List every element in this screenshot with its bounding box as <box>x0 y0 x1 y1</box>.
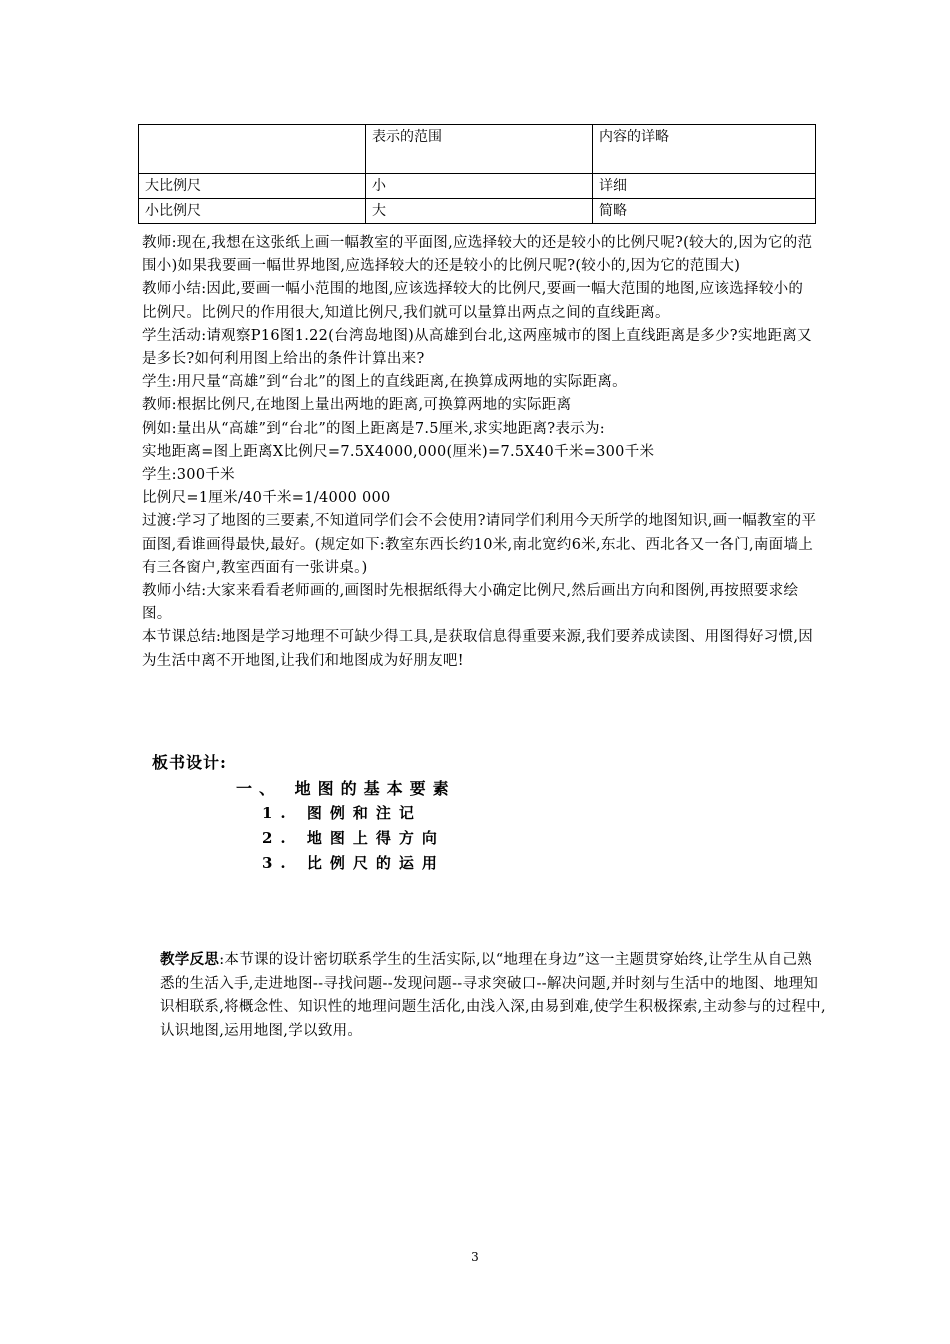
paragraph: 比例尺=1厘米/40千米=1/4000 000 <box>142 490 391 507</box>
lesson-body <box>142 232 818 673</box>
board-design-title: 板书设计: <box>152 753 227 772</box>
table-cell: 小 <box>366 174 593 199</box>
table-cell: 简略 <box>593 199 816 224</box>
table-row <box>139 174 816 199</box>
paragraph: 本节课总结:地图是学习地理不可缺少得工具,是获取信息得重要来源,我们要养成读图、用图得好习惯,因为生活中离不开地图,让我们和地图成为好朋友吧! <box>142 629 814 669</box>
board-item: 1. 图例和注记 <box>262 804 422 822</box>
table-cell: 详细 <box>593 174 816 199</box>
reflection-label: 教学反思 <box>160 951 220 968</box>
paragraph: 例如:量出从“高雄”到“台北”的图上距离是7.5厘米,求实地距离?表示为: <box>142 420 605 437</box>
paragraph: 教师小结:大家来看看老师画的,画图时先根据纸得大小确定比例尺,然后画出方向和图例,再按照要求绘图。 <box>142 583 799 623</box>
table-header-cell <box>139 125 366 174</box>
page-number: 3 <box>471 1250 479 1264</box>
table-header-row <box>139 125 816 174</box>
table-header-cell: 内容的详略 <box>593 125 816 174</box>
scale-comparison-table <box>138 124 816 224</box>
paragraph: 学生:用尺量“高雄”到“台北”的图上的直线距离,在换算成两地的实际距离。 <box>142 374 627 391</box>
paragraph: 实地距离=图上距离X比例尺=7.5X4000,000(厘米)=7.5X40千米=300千米 <box>142 443 655 460</box>
paragraph: 过渡:学习了地图的三要素,不知道同学们会不会使用?请同学们利用今天所学的地图知识,画一幅教室的平面图,看谁画得最快,最好。(规定如下:教室东西长约10米,南北宽约6米,东北、西北各又一各门,南面墙上有三各窗户,教室西面有一张讲桌。) <box>142 513 817 576</box>
paragraph: 学生活动:请观察P16图1.22(台湾岛地图)从高雄到台北,这两座城市的图上直线距离是多少?实地距离又是多长?如何利用图上给出的条件计算出来? <box>142 327 812 368</box>
table-row <box>139 199 816 224</box>
table-header-cell: 表示的范围 <box>366 125 593 174</box>
teaching-reflection <box>160 948 826 1043</box>
table-cell: 大 <box>366 199 593 224</box>
paragraph: 学生:300千米 <box>142 467 235 484</box>
table-cell: 大比例尺 <box>139 174 366 199</box>
board-item: 2. 地图上得方向 <box>262 829 445 847</box>
table-cell: 小比例尺 <box>139 199 366 224</box>
paragraph: 教师:现在,我想在这张纸上画一幅教室的平面图,应选择较大的还是较小的比例尺呢?(较大的,因为它的范围小)如果我要画一幅世界地图,应选择较大的还是较小的比例尺呢?(较小的,因为它的范围大) <box>142 235 813 275</box>
paragraph: 教师小结:因此,要画一幅小范围的地图,应该选择较大的比例尺,要画一幅大范围的地图,应该选择较小的比例尺。比例尺的作用很大,知道比例尺,我们就可以量算出两点之间的直线距离。 <box>142 281 804 321</box>
paragraph: 教师:根据比例尺,在地图上量出两地的距离,可换算两地的实际距离 <box>142 397 572 414</box>
board-item: 3. 比例尺的运用 <box>262 854 445 872</box>
board-heading: 一、 地图的基本要素 <box>236 779 456 798</box>
reflection-text: :本节课的设计密切联系学生的生活实际,以“地理在身边”这一主题贯穿始终,让学生从自己熟悉的生活入手,走进地图--寻找问题--发现问题--寻求突破口--解决问题,并时刻与生活中的地图、地理知识相联系,将概念性、知识性的地理问题生活化,由浅入深,由易到难,使学生积极探索,主动参与的过程中,认识地图,运用地图,学以致用。 <box>160 952 826 1039</box>
